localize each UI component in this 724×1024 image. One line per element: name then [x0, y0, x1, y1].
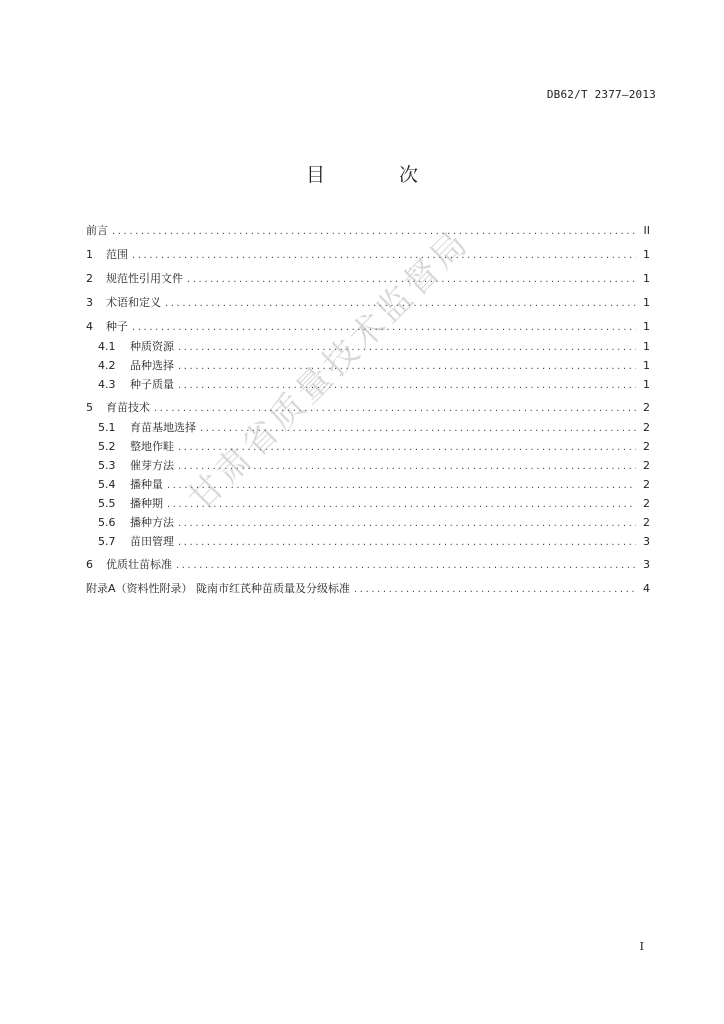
- toc-leader-dots: [167, 499, 636, 510]
- toc-entry[interactable]: [86, 556, 650, 576]
- toc-entry-page: 2: [643, 421, 650, 434]
- toc-entry-label: 规范性引用文件: [106, 272, 183, 285]
- toc-leader-dots: [154, 403, 636, 414]
- page-number: I: [639, 940, 644, 953]
- toc-entry[interactable]: [86, 580, 650, 600]
- toc-entry-page: II: [643, 224, 650, 237]
- toc-entry-number: 6: [86, 558, 93, 571]
- toc-entry-label: 种质资源: [130, 340, 174, 353]
- toc-entry-label: 种子: [106, 320, 128, 333]
- toc-entry-number: 3: [86, 296, 93, 309]
- toc-entry[interactable]: [86, 222, 650, 242]
- toc-entry-page: 3: [643, 535, 650, 548]
- toc-entry-number: 4.2: [98, 359, 116, 372]
- toc-leader-dots: [132, 250, 636, 261]
- toc-entry-page: 3: [643, 558, 650, 571]
- toc-entry-page: 1: [643, 272, 650, 285]
- toc-entry[interactable]: [86, 376, 650, 395]
- toc-leader-dots: [178, 342, 636, 353]
- toc-entry-label: 育苗基地选择: [130, 421, 196, 434]
- table-of-contents: [86, 218, 650, 600]
- toc-entry-label: 播种期: [130, 497, 163, 510]
- toc-entry[interactable]: [86, 246, 650, 266]
- toc-entry-label: 品种选择: [130, 359, 174, 372]
- toc-entry-number: 5.5: [98, 497, 116, 510]
- toc-entry-page: 2: [643, 497, 650, 510]
- toc-entry-page: 1: [643, 320, 650, 333]
- toc-entry[interactable]: [86, 438, 650, 457]
- toc-entry-label: 前言: [86, 224, 108, 237]
- toc-entry-number: 4.3: [98, 378, 116, 391]
- toc-entry-label: 育苗技术: [106, 401, 150, 414]
- toc-entry[interactable]: [86, 495, 650, 514]
- toc-entry-number: 5.2: [98, 440, 116, 453]
- toc-entry-number: 5.3: [98, 459, 116, 472]
- toc-entry-number: 5.1: [98, 421, 116, 434]
- toc-entry[interactable]: [86, 270, 650, 290]
- toc-entry-number: 5: [86, 401, 93, 414]
- toc-leader-dots: [178, 361, 636, 372]
- toc-title: 目 次: [305, 164, 453, 186]
- toc-entry-page: 2: [643, 478, 650, 491]
- toc-leader-dots: [176, 560, 636, 571]
- toc-entry-number: 1: [86, 248, 93, 261]
- toc-entry-label: 催芽方法: [130, 459, 174, 472]
- toc-leader-dots: [178, 518, 636, 529]
- toc-entry-number: 5.4: [98, 478, 116, 491]
- toc-entry-label: 整地作畦: [130, 440, 174, 453]
- toc-entry-page: 4: [643, 582, 650, 595]
- toc-entry[interactable]: [86, 419, 650, 438]
- toc-entry-page: 1: [643, 359, 650, 372]
- toc-entry-page: 1: [643, 296, 650, 309]
- toc-leader-dots: [178, 537, 636, 548]
- toc-entry-number: 5.7: [98, 535, 116, 548]
- toc-leader-dots: [354, 584, 636, 595]
- toc-entry[interactable]: [86, 514, 650, 533]
- toc-entry-page: 1: [643, 378, 650, 391]
- toc-entry-label: 附录A（资料性附录） 陇南市红芪种苗质量及分级标准: [86, 582, 351, 595]
- toc-entry[interactable]: [86, 533, 650, 552]
- toc-entry-label: 播种量: [130, 478, 163, 491]
- toc-entry-number: 4.1: [98, 340, 116, 353]
- toc-leader-dots: [112, 226, 636, 237]
- toc-entry-number: 5.6: [98, 516, 116, 529]
- toc-entry-label: 范围: [106, 248, 128, 261]
- toc-entry-page: 1: [643, 248, 650, 261]
- toc-entry-label: 播种方法: [130, 516, 174, 529]
- toc-entry-number: 2: [86, 272, 93, 285]
- toc-entry-label: 种子质量: [130, 378, 174, 391]
- toc-entry-number: 4: [86, 320, 93, 333]
- toc-entry-page: 2: [643, 440, 650, 453]
- toc-entry-page: 2: [643, 459, 650, 472]
- toc-entry[interactable]: [86, 457, 650, 476]
- toc-entry[interactable]: [86, 399, 650, 419]
- toc-entry-page: 1: [643, 340, 650, 353]
- toc-entry-page: 2: [643, 401, 650, 414]
- watermark: 甘肃省质量技术监督局: [180, 221, 478, 519]
- standard-code: DB62/T 2377—2013: [546, 88, 656, 101]
- toc-entry[interactable]: [86, 476, 650, 495]
- toc-leader-dots: [178, 380, 636, 391]
- toc-entry-label: 苗田管理: [130, 535, 174, 548]
- toc-entry-label: 优质壮苗标准: [106, 558, 172, 571]
- toc-entry-label: 术语和定义: [106, 296, 161, 309]
- toc-entry-page: 2: [643, 516, 650, 529]
